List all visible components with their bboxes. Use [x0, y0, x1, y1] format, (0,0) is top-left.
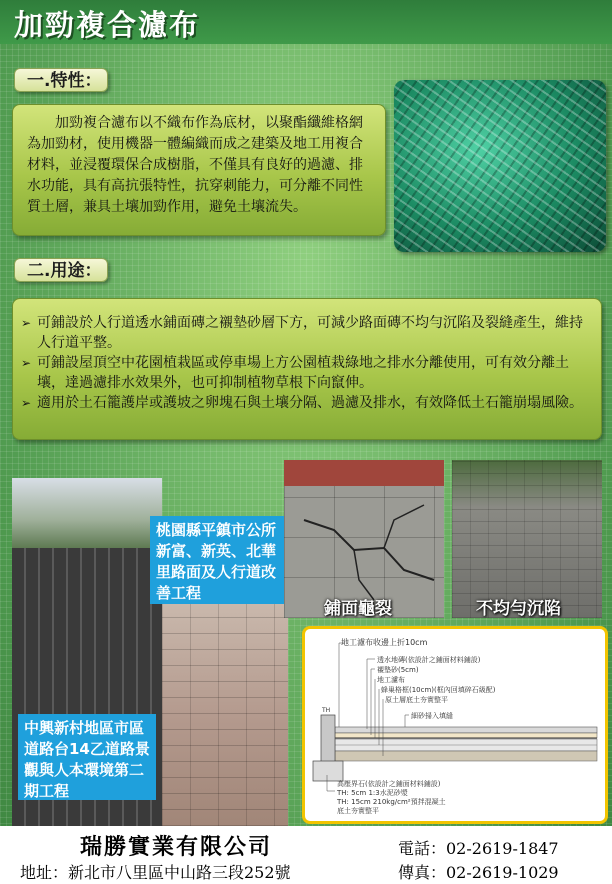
- features-box: [12, 104, 386, 236]
- caption-crack: 鋪面龜裂: [324, 599, 392, 618]
- usage-item: ➢ 適用於土石籠護岸或護坡之卵塊石與土壤分隔、過濾及排水，有效降低土石籠崩塌風險。: [21, 393, 591, 413]
- caption-sink: 不均勻沉陷: [476, 599, 561, 618]
- crack-photo: [284, 460, 444, 618]
- diagram-side-label: TH: [322, 707, 331, 714]
- usage-item: ➢ 可鋪設於人行道透水鋪面磚之襯墊砂層下方，可減少路面磚不均勻沉陷及裂縫產生，維持人行道平整。: [21, 313, 591, 353]
- title-bar: [0, 0, 612, 44]
- sink-photo: [452, 460, 602, 618]
- diagram-label: 蜂巢格框(10cm)(框內回填碎石級配): [381, 686, 496, 694]
- diagram-label: 原土層底土夯實整平: [385, 696, 448, 704]
- sidewalk-photo: [162, 604, 288, 826]
- diagram-label: 地工濾布: [377, 676, 405, 684]
- company-name: 瑞勝實業有限公司: [80, 834, 273, 860]
- diagram-bottom-label: 底土夯實整平: [337, 807, 379, 815]
- diagram-bottom-label: 高壓界石(依設計之鋪面材料鋪設): [337, 780, 441, 788]
- company-phone: 電話：02-2619-1847: [398, 839, 559, 858]
- diagram-top-label: 地工濾布收邊上折10cm: [341, 638, 428, 647]
- diagram-label: 襯墊砂(5cm): [377, 666, 419, 674]
- diagram-bottom-label: TH: 15cm 210kg/cm²預拌混凝土: [337, 798, 446, 806]
- diagram-bottom-label: TH: 5cm 1:3水泥砂漿: [337, 789, 408, 797]
- usage-item: ➢ 可鋪設屋頂空中花園植栽區或停車場上方公園植栽綠地之排水分離使用，可有效分離土壤，達過濾排水效果外，也可抑制植物草根下向竄伸。: [21, 353, 591, 393]
- footer: [0, 826, 612, 884]
- caption-zhongxing: 中興新村地區市區道路台14乙道路景觀與人本環境第二期工程: [18, 714, 156, 800]
- usage-list: [21, 313, 591, 413]
- cross-section-diagram: [302, 626, 608, 824]
- company-address: 地址：新北市八里區中山路三段252號: [20, 863, 291, 882]
- page-title: 加勁複合濾布: [14, 8, 201, 42]
- section-label-features: 一.特性：: [14, 68, 108, 92]
- company-fax: 傳真：02-2619-1029: [398, 863, 559, 882]
- features-text: 加勁複合濾布以不織布作為底材，以聚酯纖維格網為加勁材，使用機器一體編織而成之建築及地工用複合材料，並浸覆環保合成樹脂，不僅具有良好的過濾、排水功能，具有高抗張特性，抗穿刺能力，可分離不同性質土層，兼具土壤加勁作用，避免土壤流失。: [27, 115, 363, 215]
- usage-box: [12, 298, 602, 440]
- section-label-usage: 二.用途：: [14, 258, 108, 282]
- diagram-mid-label: 細砂掃入填縫: [411, 712, 453, 720]
- fabric-photo: [394, 80, 606, 252]
- caption-taoyuan: 桃園縣平鎮市公所新富、新英、北華里路面及人行道改善工程: [150, 516, 295, 604]
- diagram-label: 透水地磚(依設計之鋪面材料鋪設): [377, 656, 481, 664]
